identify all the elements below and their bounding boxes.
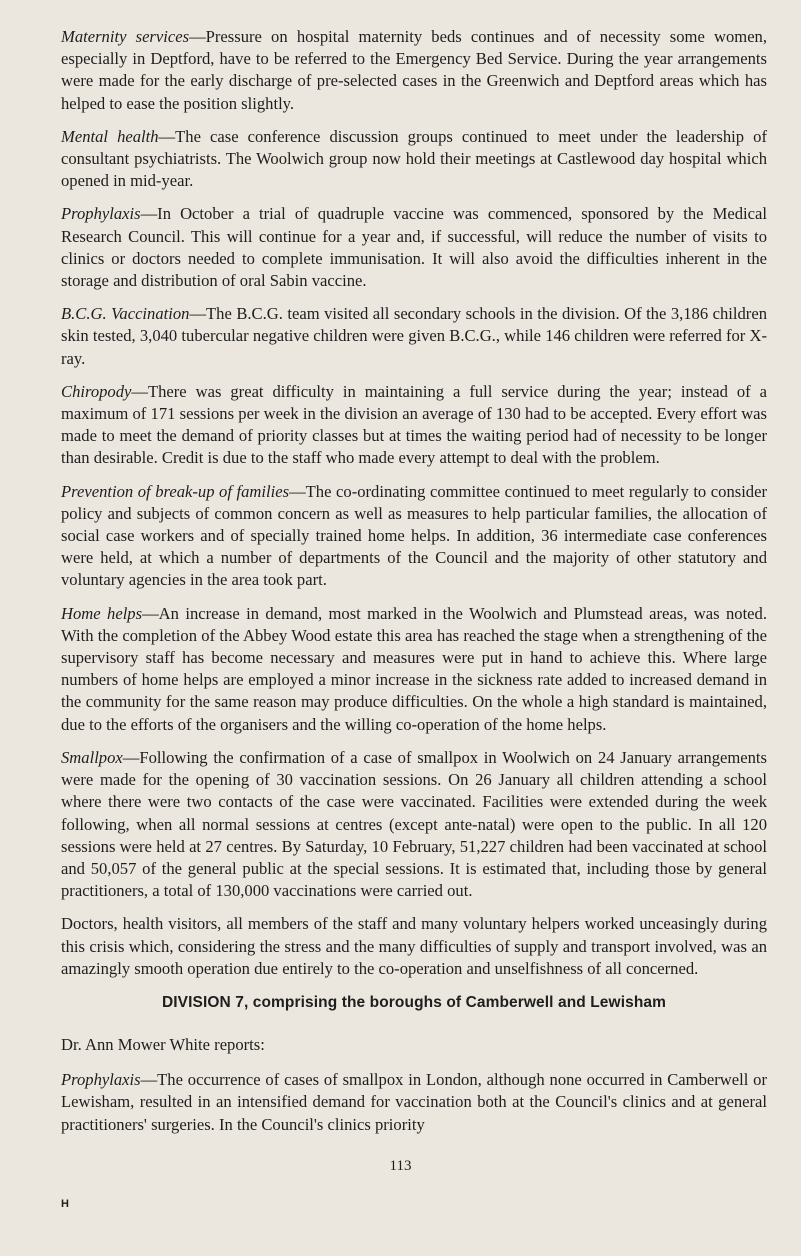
paragraph-lead: B.C.G. Vaccination [61, 304, 190, 324]
paragraph-prophylaxis [61, 203, 767, 292]
paragraph-lead: Prophylaxis [61, 1070, 141, 1090]
paragraph-text: —There was great difficulty in maintaining a full service during the year; instead of a maximum of 171 sessions per week in the division an average of 130 had to be accepted. Every effort was made to meet the demand of priority classes but at times the waiting period had of necessity to be longer than desirable. Credit is due to the staff who made every attempt to deal with the problem. [61, 381, 767, 468]
paragraph-text: —Pressure on hospital maternity beds continues and of necessity some women, especially in Deptford, have to be referred to the Emergency Bed Service. During the year arrangements were made for the early discharge of pre-selected cases in the Greenwich and Deptford areas which has helped to ease the position slightly. [61, 27, 768, 113]
paragraph-prevention-of-break-up [61, 481, 767, 592]
signature-mark: H [61, 1198, 69, 1210]
paragraph-text: —The case conference discussion groups continued to meet under the leadership of consultant psychiatrists. The Woolwich group now hold their meetings at Castlewood day hospital which opened in mid-year. [61, 126, 767, 191]
paragraph-lead: Maternity services [61, 27, 190, 46]
paragraph-prophylaxis-division-7 [61, 1069, 767, 1136]
page-number: 113 [389, 1158, 412, 1174]
paragraph-smallpox [61, 747, 767, 902]
paragraph-bcg-vaccination [61, 303, 767, 370]
reporter-line: Dr. Ann Mower White reports: [61, 1034, 265, 1054]
page-content [61, 26, 767, 1147]
paragraph-text: —The B.C.G. team visited all secondary schools in the division. Of the 3,186 children skin tested, 3,040 tubercular negative children were given B.C.G., while 146 children were referred for X-ray. [61, 304, 767, 368]
paragraph-lead: Prophylaxis [61, 204, 141, 224]
paragraph-staff-thanks [61, 913, 767, 980]
paragraph-mental-health [61, 126, 767, 193]
paragraph-lead: Mental health [61, 126, 159, 146]
paragraph-text: —Following the confirmation of a case of smallpox in Woolwich on 24 January arrangements were made for the opening of 30 vaccination sessions. On 26 January all children attending a school where there were two contacts of the case were vaccinated. Facilities were extended during the week following, when all normal sessions at centres (except ante-natal) were open to the public. In all 120 sessions were held at 27 centres. By Saturday, 10 February, 51,227 children had been vaccinated at school and 50,057 of the general public at the special sessions. It is estimated that, including those by general practitioners, a total of 130,000 vaccinations were carried out. [61, 747, 767, 901]
paragraph-home-helps [61, 603, 767, 736]
paragraph-text: —The occurrence of cases of smallpox in London, although none occurred in Camberwell or Lewisham, resulted in an intensified demand for vaccination both at the Council's clinics and at general practitioners' surgeries. In the Council's clinics priority [61, 1070, 767, 1134]
paragraph-lead: Chiropody [61, 381, 132, 401]
paragraph-lead: Prevention of break-up of families [61, 481, 290, 501]
paragraph-lead: Home helps [61, 603, 143, 623]
paragraph-text: Doctors, health visitors, all members of the staff and many voluntary helpers worked unceasingly during this crisis which, considering the stress and the many difficulties of supply and transport involved, was an amazingly smooth operation due entirely to the co-operation and unselfishness of all concerned. [61, 914, 767, 978]
paragraph-lead: Smallpox [61, 747, 123, 767]
paragraph-text: —An increase in demand, most marked in the Woolwich and Plumstead areas, was noted. With the completion of the Abbey Wood estate this area has reached the stage when a strengthening of the supervisory staff has become necessary and measures were put in hand to achieve this. Where large numbers of home helps are employed a minor increase in the sickness rate added to increased demand in the community for the same reason may produce difficulties. On the whole a high standard is maintained, due to the efforts of the organisers and the willing co-operation of the home helps. [61, 603, 767, 734]
paragraph-text: —In October a trial of quadruple vaccine was commenced, sponsored by the Medical Research Council. This will continue for a year and, if successful, will reduce the number of visits to clinics or doctors needed to complete immunisation. It will also avoid the difficulties inherent in the storage and distribution of oral Sabin vaccine. [61, 204, 767, 291]
paragraph-maternity-services [61, 26, 767, 115]
division-heading: DIVISION 7, comprising the boroughs of Camberwell and Lewisham [161, 993, 666, 1011]
paragraph-text: —The co-ordinating committee continued to meet regularly to consider policy and subjects of common concern as well as measures to help particular families, the allocation of social case workers and of specially trained home helps. In addition, 36 intermediate case conferences were held, at which a number of departments of the Council and the majority of other statutory and voluntary agencies in the area took part. [61, 481, 767, 590]
paragraph-chiropody [61, 381, 767, 470]
